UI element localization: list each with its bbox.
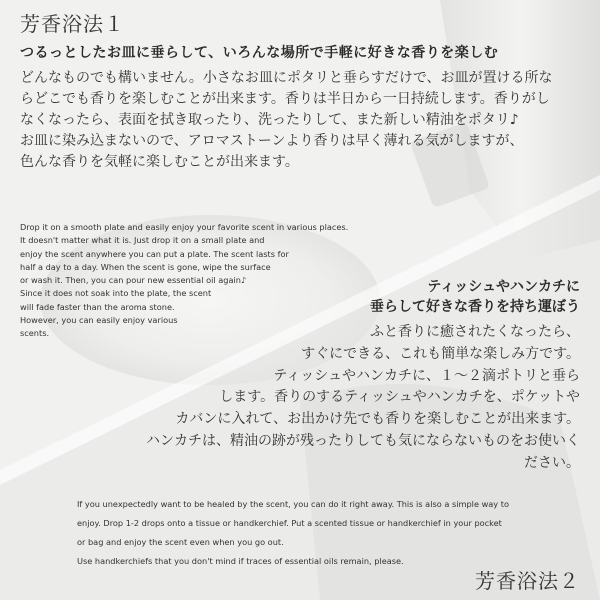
section2-subtitle: [370, 277, 580, 317]
section2-en-line: or bag and enjoy the scent even when you go out.: [77, 537, 284, 547]
section1-en-line: It doesn't matter what it is. Just drop it on a small plate and: [20, 235, 265, 246]
section2-jp-line: ハンカチは、精油の跡が残ったりしても気にならないものをお使いく: [146, 432, 580, 449]
section1-en-line: will fade faster than the aroma stone.: [20, 301, 175, 312]
section2-en-line: enjoy. Drop 1-2 drops onto a tissue or handkerchief. Put a scented tissue or handkerchief in your pocket: [77, 518, 502, 528]
section2-en-line: If you unexpectedly want to be healed by the scent, you can do it right away. This is also a simple way to: [77, 499, 509, 509]
section2-subtitle-line: 垂らして好きな香りを持ち運ぼう: [370, 299, 580, 315]
section1-jp-line: なくなったら、表面を拭き取ったり、洗ったりして、また新しい精油をポタリ♪: [20, 112, 519, 128]
section1-jp-line: 色んな香りを気軽に楽しむことが出来ます。: [20, 154, 299, 170]
section2-jp-line: ださい。: [524, 454, 580, 471]
section1-subtitle: つるっとしたお皿に垂らして、いろんな場所で手軽に好きな香りを楽しむ: [20, 45, 499, 61]
section1-jp-line: どんなものでも構いません。小さなお皿にポタリと垂らすだけで、お皿が置ける所な: [20, 70, 553, 86]
section1-en-line: enjoy the scent anywhere you can put a plate. The scent lasts for: [20, 248, 289, 259]
section2-jp-line: すぐにできる、これも簡単な楽しみ方です。: [301, 345, 580, 362]
section1-japanese-body: [20, 68, 590, 173]
section1-en-line: or wash it. Then, you can pour new essential oil again♪: [20, 275, 247, 286]
section2-jp-line: します。香りのするティッシュやハンカチを、ポケットや: [219, 389, 580, 406]
section2-japanese-body: [146, 322, 580, 475]
section2-title: 芳香浴法２: [475, 569, 580, 593]
section2-jp-line: カバンに入れて、お出かけ先でも香りを楽しむことが出来ます。: [175, 411, 580, 428]
section1-en-line: Since it does not soak into the plate, the scent: [20, 288, 212, 299]
section1-jp-line: らどこでも香りを楽しむことが出来ます。香りは半日から一日持続します。香りがし: [20, 91, 550, 107]
section1-en-line: However, you can easily enjoy various: [20, 315, 178, 326]
section2-en-line: Use handkerchiefs that you don't mind if traces of essential oils remain, please.: [77, 556, 404, 566]
section1-en-line: Drop it on a smooth plate and easily enjoy your favorite scent in various places.: [20, 222, 349, 232]
section2-jp-line: ティッシュやハンカチに、１～２滴ポトリと垂ら: [273, 367, 580, 384]
section1-jp-line: お皿に染み込まないので、アロマストーンより香りは早く薄れる気がしますが、: [20, 133, 524, 149]
section1-title: 芳香浴法１: [20, 12, 125, 36]
section2-english-body: [77, 495, 597, 571]
section1-en-line: half a day to a day. When the scent is gone, wipe the surface: [20, 261, 271, 272]
section2-subtitle-line: ティッシュやハンカチに: [427, 279, 580, 295]
section1-en-line: scents.: [20, 328, 50, 339]
section2-jp-line: ふと香りに癒されたくなったら、: [370, 324, 580, 340]
